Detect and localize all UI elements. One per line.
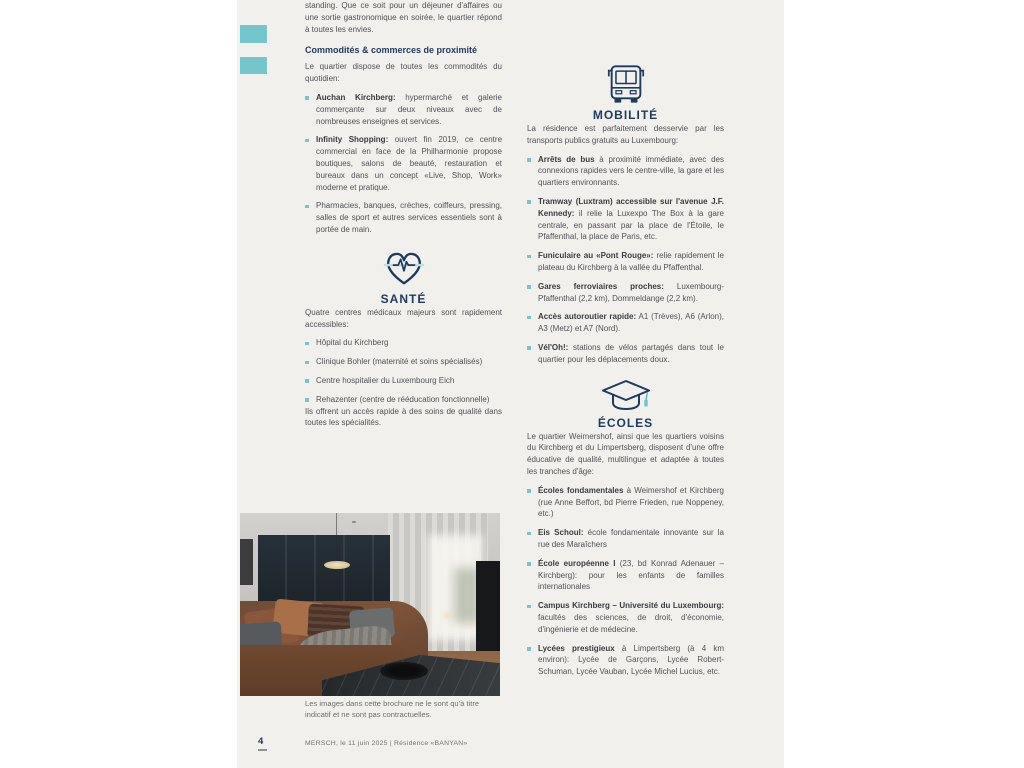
photo-kitchen-cabinets	[258, 535, 390, 609]
sante-heading: SANTÉ	[380, 291, 427, 306]
item-text: stations de vélos partagés dans tout le quartier pour les déplacements doux.	[538, 342, 724, 364]
item-lead: Auchan Kirchberg:	[316, 92, 396, 102]
accent-mark-top	[240, 25, 267, 43]
item-lead: Infinity Shopping:	[316, 135, 389, 145]
item-text: Rehazenter (centre de rééducation fonctionnelle)	[316, 394, 490, 404]
list-item	[527, 342, 724, 366]
item-lead: Tramway (Luxtram) accessible sur l'avenue J.F. Kennedy:	[538, 196, 724, 218]
photo-caption: Les images dans cette brochure ne le sont qu'à titre indicatif et ne sont pas contractuelles.	[305, 699, 480, 719]
item-lead: Accès autoroutier rapide:	[538, 312, 637, 322]
bus-icon	[603, 62, 649, 106]
photo-pendant-cord	[336, 513, 337, 563]
list-item	[527, 196, 724, 243]
page-number: 4	[258, 736, 264, 747]
list-item	[527, 643, 724, 678]
bullet-square-icon	[305, 398, 309, 402]
interior-photo	[240, 513, 500, 696]
bullet-square-icon	[527, 647, 531, 651]
bullet-square-icon	[527, 346, 531, 350]
heart-pulse-icon	[381, 244, 427, 290]
list-item	[527, 600, 724, 635]
accent-mark-bottom	[240, 57, 267, 74]
bullet-square-icon	[527, 605, 531, 609]
photo-ceiling-spot	[352, 521, 356, 523]
bullet-square-icon	[305, 96, 309, 100]
sante-icon-wrap	[305, 244, 502, 290]
item-lead: Vél'Oh!:	[538, 342, 569, 352]
item-lead: Lycées prestigieux	[538, 643, 615, 653]
commodites-intro: Le quartier dispose de toutes les commodités du quotidien:	[305, 62, 502, 84]
list-item	[305, 134, 502, 193]
list-item	[527, 154, 724, 189]
item-lead: Eis Schoul:	[538, 528, 584, 538]
mobilite-icon-wrap	[527, 62, 724, 106]
list-item	[527, 311, 724, 335]
list-item	[527, 250, 724, 274]
item-lead: Funiculaire au «Pont Rouge»:	[538, 251, 654, 261]
ecoles-icon-wrap	[527, 378, 724, 414]
sante-outro: Ils offrent un accès rapide à des soins de qualité dans toutes les spécialités.	[305, 406, 502, 428]
bullet-square-icon	[527, 316, 531, 320]
intro-paragraph: standing. Que ce soit pour un déjeuner d'affaires ou une sortie gastronomique en soirée, le quartier répond à toutes les envies.	[305, 1, 502, 34]
item-text: A1 (Trèves), A6 (Arlon), A3 (Metz) et A7 (Nord).	[538, 312, 724, 334]
brochure-page	[237, 0, 784, 768]
list-item	[527, 527, 724, 551]
mobilite-intro: La résidence est parfaitement desservie par les transports publics gratuits au Luxembourg:	[527, 124, 724, 145]
item-text: école fondamentale innovante sur la rue des Maraîchers	[538, 528, 724, 549]
item-text: Clinique Bohler (maternité et soins spécialisés)	[316, 357, 483, 367]
mobilite-list	[527, 154, 724, 366]
photo-pendant-lamp	[324, 561, 350, 569]
photo-table-lamp	[444, 613, 449, 618]
photo-wall-lamp	[240, 539, 253, 585]
footer-text: MERSCH, le 11 juin 2025 | Résidence «BANYAN»	[305, 740, 468, 747]
photo-bowl	[380, 662, 428, 680]
bullet-square-icon	[527, 489, 531, 493]
commodites-heading: Commodités & commerces de proximité	[305, 45, 478, 56]
list-item	[527, 485, 724, 520]
list-item	[305, 337, 502, 349]
photo-table-lamp	[467, 621, 471, 625]
left-column	[305, 0, 502, 429]
item-text: à Weimershof et Kirchberg (rue Anne Beffort, bd Pierre Frieden, rue Noppeney, etc.)	[538, 485, 724, 519]
item-lead: Écoles fondamentales	[538, 485, 624, 495]
list-item	[305, 394, 502, 406]
item-lead: École européenne I	[538, 558, 616, 568]
item-text: Luxembourg-Pfaffenthal (2,2 km), Dommeldange (2,2 km).	[538, 281, 725, 303]
bullet-square-icon	[527, 255, 531, 259]
ecoles-list	[527, 485, 724, 678]
list-item	[305, 375, 502, 387]
item-text: relie rapidement le plateau du Kirchberg à la vallée du Pfaffenthal.	[538, 251, 724, 272]
item-text: à Limpertsberg (à 4 km environ): Lycée de Garçons, Lycée Robert-Schuman, Lycée Vauban, Lycée Michel Lucius, etc.	[538, 643, 724, 677]
bullet-square-icon	[527, 532, 531, 536]
item-text: Hôpital du Kirchberg	[316, 338, 389, 348]
list-item	[527, 558, 724, 593]
bullet-square-icon	[305, 379, 309, 383]
sante-list	[305, 337, 502, 405]
bullet-square-icon	[305, 139, 309, 143]
list-item	[305, 356, 502, 368]
item-text: hypermarché et galerie commerçante sur deux niveaux avec de nombreuses enseignes et services.	[316, 92, 502, 126]
bullet-square-icon	[527, 285, 531, 289]
ecoles-heading: ÉCOLES	[597, 415, 654, 430]
mobilite-heading: MOBILITÉ	[592, 108, 659, 122]
bullet-square-icon	[527, 158, 531, 162]
list-item	[305, 92, 502, 127]
commodites-list	[305, 92, 502, 236]
ecoles-intro: Le quartier Weimershof, ainsi que les quartiers voisins du Kirchberg et du Limpertsberg, disposent d'une offre éducative de qualité, multilingue et adaptée à toutes les tranches d'âge:	[527, 431, 724, 476]
item-text: ouvert fin 2019, ce centre commercial en face de la Philharmonie propose boutiques, salons de beauté, restauration et bureaux dans un concept «Live, Shop, Work» moderne et pratique.	[316, 135, 503, 192]
item-text: facultés des sciences, de droit, d'économie, d'ingénierie et de médecine.	[538, 612, 724, 634]
item-text: à proximité immédiate, avec des connexions rapides vers le centre-ville, la gare et les quartiers environnants.	[538, 154, 725, 188]
page-number-underline	[258, 749, 267, 751]
item-text: Centre hospitalier du Luxembourg Eich	[316, 375, 455, 385]
item-text: il relie la Luxexpo The Box à la gare centrale, en passant par la place de l'Étoile, le Pfaffenthal, la place de Paris, etc.	[538, 208, 724, 242]
bullet-square-icon	[305, 205, 309, 209]
right-column	[527, 0, 724, 678]
graduation-cap-icon	[600, 378, 652, 414]
bullet-square-icon	[305, 342, 309, 346]
item-lead: Campus Kirchberg – Université du Luxembourg:	[538, 601, 724, 611]
list-item	[527, 281, 724, 305]
sante-intro: Quatre centres médicaux majeurs sont rapidement accessibles:	[305, 307, 502, 329]
item-lead: Gares ferroviaires proches:	[538, 281, 664, 291]
bullet-square-icon	[527, 200, 531, 204]
bullet-square-icon	[305, 361, 309, 365]
item-text: Pharmacies, banques, crèches, coiffeurs, pressing, salles de sport et autres services essentiels sont à portée de main.	[316, 201, 502, 234]
bullet-square-icon	[527, 562, 531, 566]
list-item	[305, 200, 502, 235]
photo-tv	[476, 561, 500, 653]
item-text: (23, bd Konrad Adenauer – Kirchberg): pour les enfants de familles internationales	[538, 558, 725, 592]
item-lead: Arrêts de bus	[538, 154, 595, 164]
